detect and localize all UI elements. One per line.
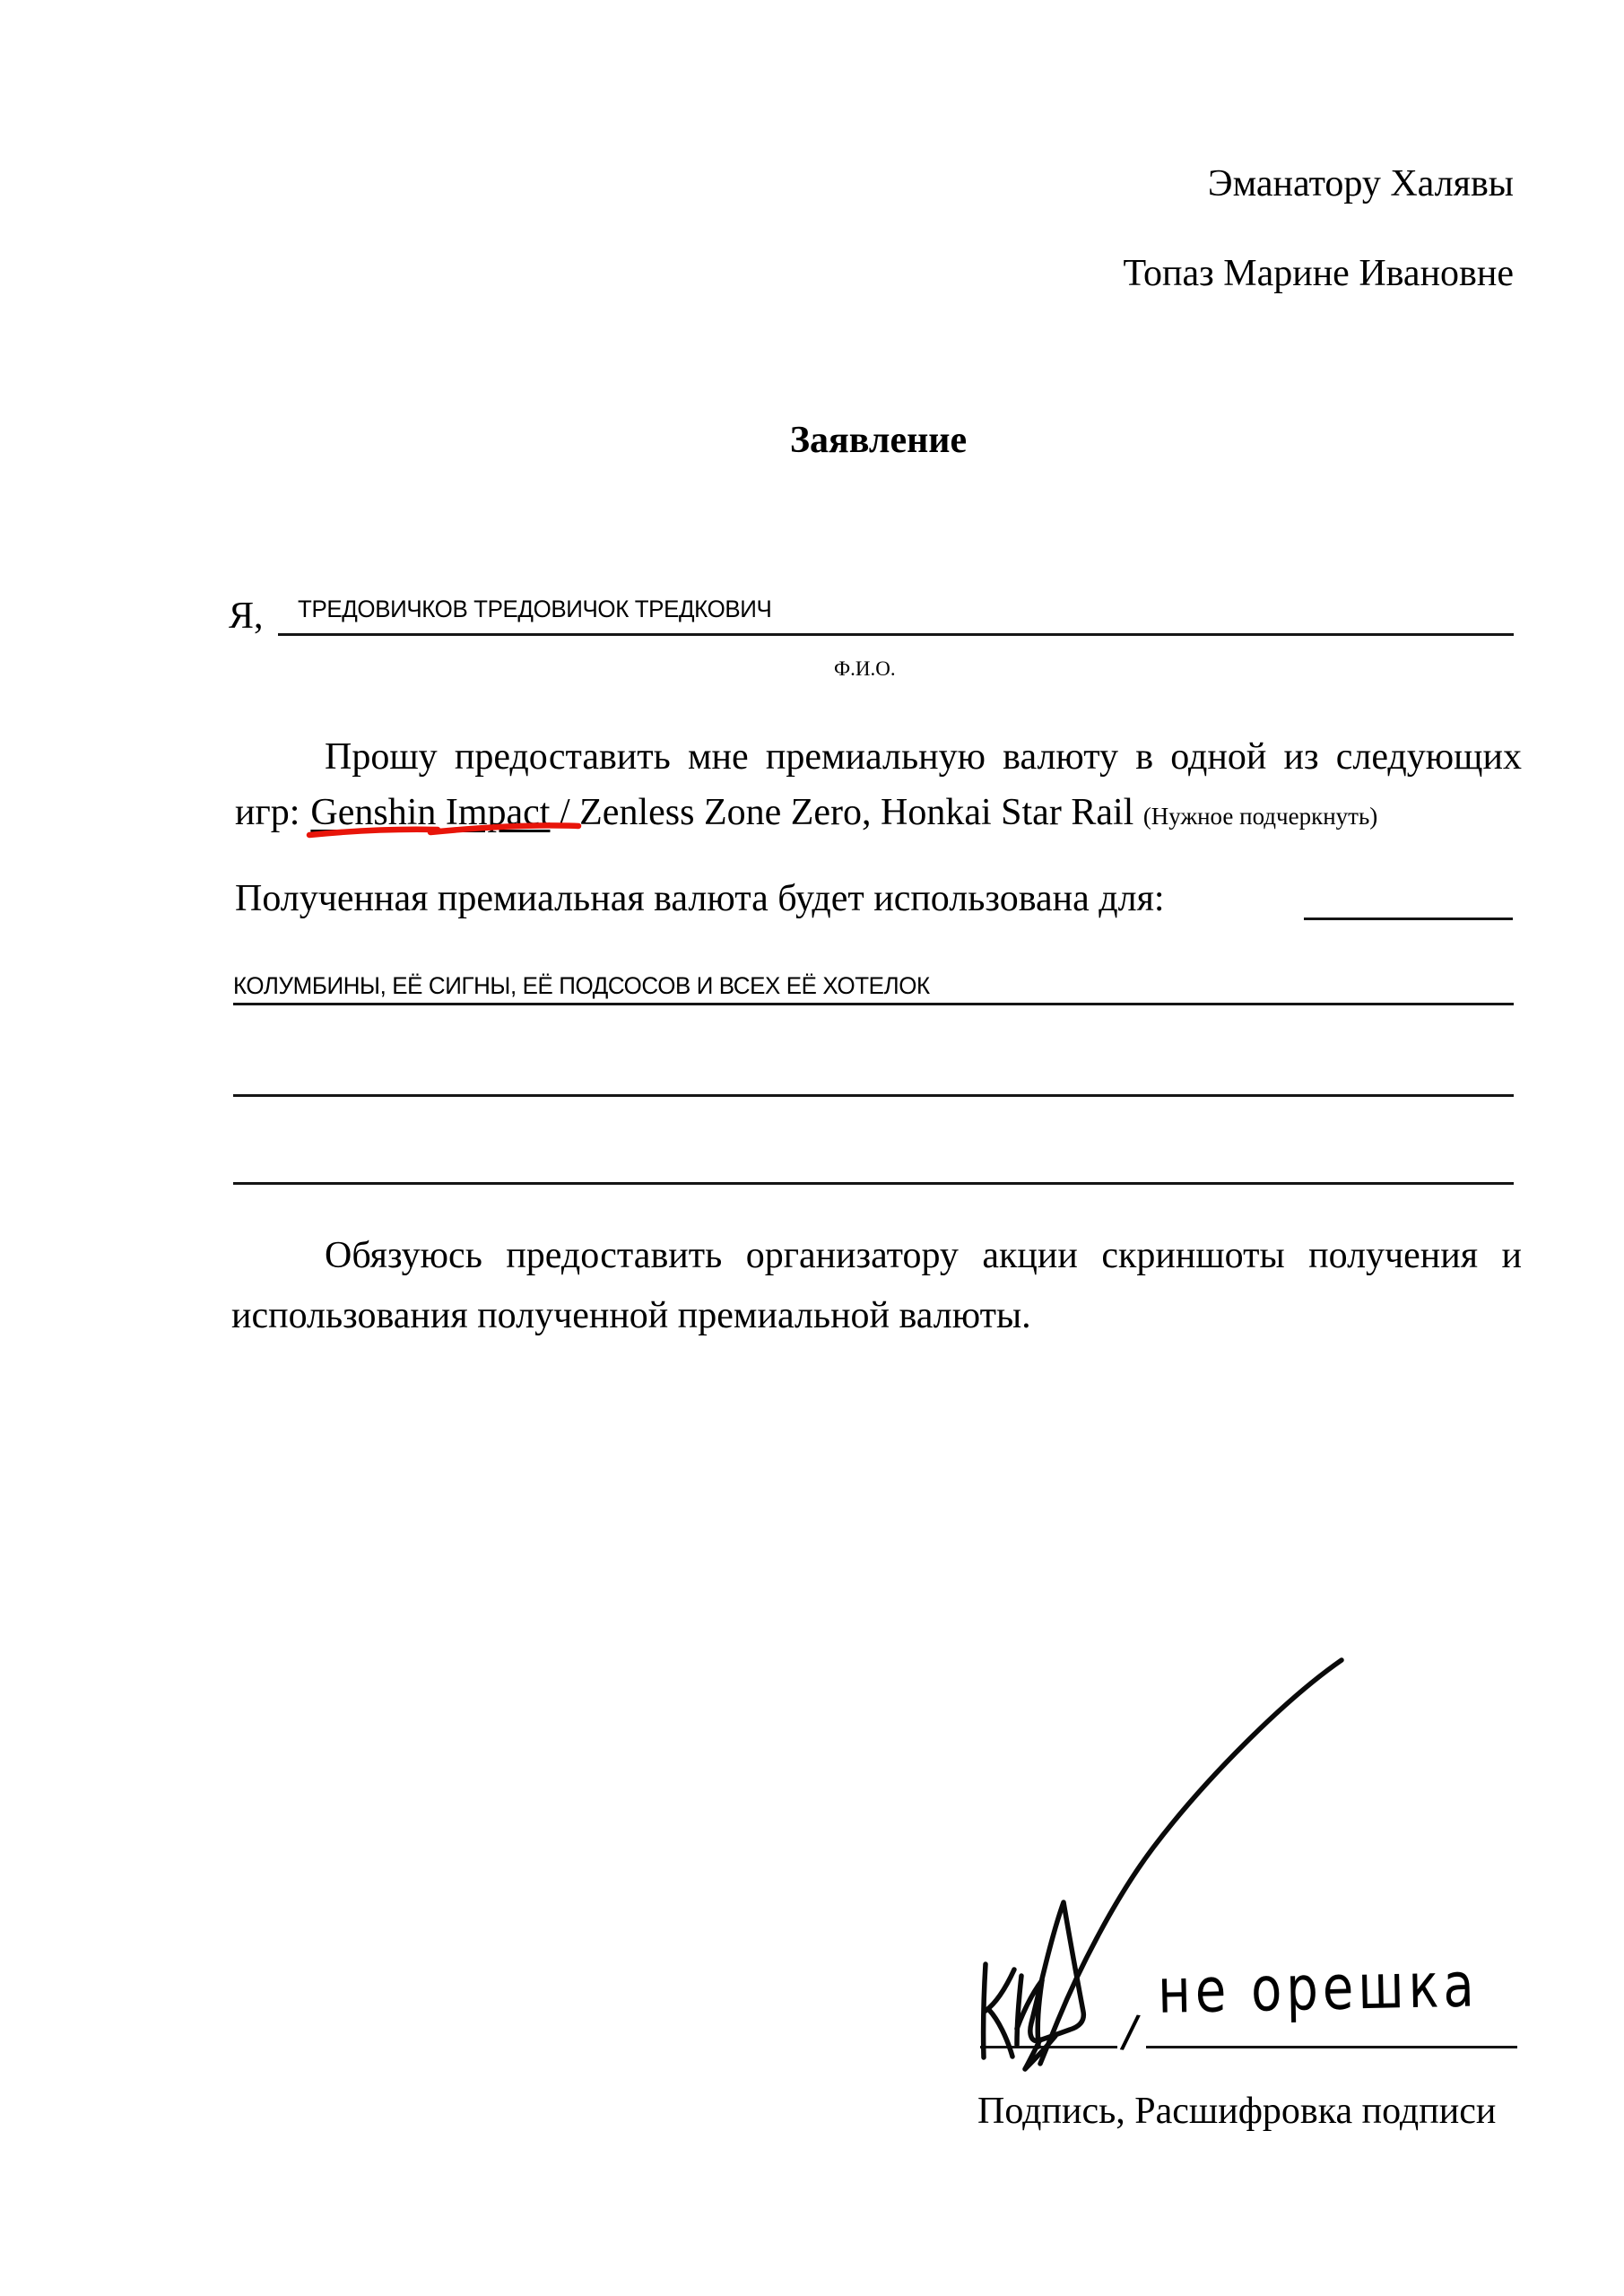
- request-line-1: Прошу предоставить мне премиальную валюту в одной из следующих: [325, 736, 1522, 778]
- document-title: Заявление: [789, 420, 968, 461]
- usage-value: КОЛУМБИНЫ, ЕЁ СИГНЫ, ЕЁ ПОДСОСОВ И ВСЕХ ЕЁ ХОТЕЛОК: [233, 972, 930, 999]
- obligation-line-1: Обязуюсь предоставить организатору акции скриншоты получения и: [325, 1235, 1522, 1276]
- games-separator: /: [559, 792, 570, 833]
- blank-line-1: [233, 1094, 1514, 1097]
- fio-value: ТРЕДОВИЧКОВ ТРЕДОВИЧОК ТРЕДКОВИЧ: [298, 596, 772, 622]
- fio-caption: Ф.И.О.: [834, 657, 896, 680]
- fio-underline: [278, 633, 1514, 636]
- blank-line-2: [233, 1182, 1514, 1185]
- usage-underline: [233, 1003, 1514, 1005]
- underline-note: (Нужное подчеркнуть): [1142, 803, 1378, 830]
- transcript-underline: [1146, 2046, 1517, 2048]
- usage-label: Полученная премиальная валюта будет использована для:: [235, 878, 1165, 919]
- games-prefix: игр:: [235, 792, 300, 833]
- signature-transcript: не орешка: [1157, 1950, 1480, 2028]
- fio-prefix: Я,: [229, 596, 264, 637]
- signature-separator: /: [1118, 2005, 1142, 2058]
- addressee-line-2: Топаз Марине Ивановне: [1123, 253, 1514, 294]
- games-rest: Zenless Zone Zero, Honkai Star Rail: [579, 792, 1134, 833]
- obligation-line-2: использования полученной премиальной валюты.: [231, 1295, 1031, 1336]
- addressee-line-1: Эманатору Халявы: [1207, 163, 1514, 204]
- usage-inline-underline: [1304, 918, 1513, 920]
- selected-game: Genshin Impact: [310, 792, 551, 833]
- request-line-2: [235, 791, 1377, 836]
- signature-underline: [980, 2046, 1117, 2048]
- signature-caption: Подпись, Расшифровка подписи: [977, 2091, 1497, 2132]
